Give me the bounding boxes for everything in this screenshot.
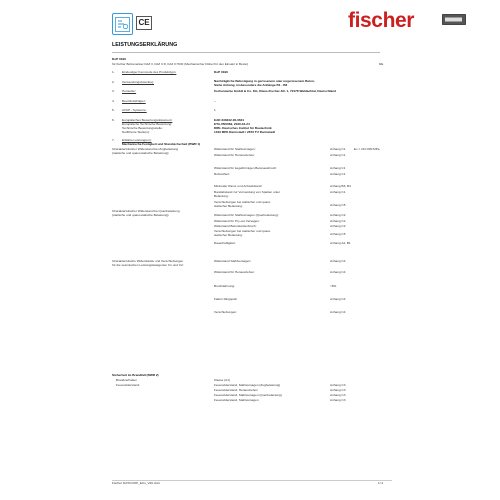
fire-label-1: Brandverhalten	[116, 378, 137, 382]
r1-item-5: Minimaler Rand- und Achsabstand:	[214, 184, 263, 188]
tension-resistance-label-1: Charakteristischer Widerstand bei Zugbelastung	[112, 147, 179, 151]
group-heading-bwr2: Sicherheit im Brandfall (BWR 2)	[112, 373, 159, 377]
fire-label-2: Feuerwiderstand:	[116, 383, 140, 387]
page-title: LEISTUNGSERKLÄRUNG	[112, 42, 178, 48]
field-5-num: 5.	[112, 108, 115, 112]
r1-item-7-annex: Anhang C5	[330, 203, 346, 207]
brand-badge-icon	[442, 14, 466, 25]
r1-item-3: Widerstand für kegelförmigen Betonausbruch:	[214, 166, 277, 170]
language-code: DE	[379, 62, 384, 66]
certification-logo	[112, 13, 133, 35]
field-6-value: EAD 330232-00-0601	[214, 118, 245, 122]
r1-item-1-extra: Eᴀ = 210 000 MPa	[354, 147, 380, 151]
r1-item-1: Widerstand für Stahlversagen:	[214, 147, 256, 151]
r1-item-7a: Verschiebungen bei statischer und quasi-	[214, 200, 271, 204]
shear-resistance-label-2: (statische und quasi-statische Belastung):	[112, 213, 170, 217]
certification-icon	[115, 17, 130, 32]
r1-item-4-annex: Anhang C1	[330, 172, 346, 176]
footer-filename: Fischer DATA DOP_ECs_V20.xlsm	[112, 481, 161, 485]
r1-item-4: Robustheit:	[214, 172, 230, 176]
r2-item-5-annex: Anhang A4, B1	[330, 241, 351, 245]
r1-item-7b: statischer Belastung:	[214, 204, 243, 208]
field-6-sub-2-label: Technische Bewertungsstelle:	[122, 126, 163, 130]
fire-item-5-annex: Anhang C3	[330, 398, 346, 402]
r3-item-2-annex: Anhang C4	[330, 270, 346, 274]
field-1-num: 1.	[112, 70, 115, 74]
r1-item-3-annex: Anhang C1	[330, 166, 346, 170]
field-3-label: Hersteller:	[122, 89, 137, 93]
r2-item-3-annex: Anhang C2	[330, 224, 346, 228]
r3-item-5: Verschiebungen:	[214, 310, 238, 314]
field-6-sub-1-label: Europäische Technische Bewertung:	[122, 122, 172, 126]
field-4-num: 4.	[112, 99, 115, 103]
field-5-label: AVCP - System/e:	[122, 108, 147, 112]
r2-item-3: Widerstand Betonkantenbruch:	[214, 224, 257, 228]
r3-item-1-annex: Anhang C4	[330, 259, 346, 263]
field-1-value: DoP 0196	[214, 70, 228, 74]
dop-subtitle: für fischer Bolzenanker FAZ II, FAZ II R, FAZ II HCR (Mechanischer Dübel für den Einsatz in Beton)	[112, 62, 249, 66]
field-3-num: 3.	[112, 89, 115, 93]
r3-item-4-annex: Anhang C4	[330, 297, 346, 301]
field-3-value: fischerwerke GmbH & Co. KG, Klaus-Fischer-Str. 1, 72178 Waldachtal, Deutschland	[214, 89, 336, 93]
fire-item-1: Klasse (A1)	[214, 378, 230, 382]
r3-item-3: Bruchdehnung:	[214, 284, 235, 288]
r1-item-5-annex: Anhang B3, B4	[330, 184, 351, 188]
group-heading-bwr1: Mechanische Festigkeit und Standsicherheit (BWR 1)	[122, 142, 201, 146]
fire-item-4-annex: Anhang C3	[330, 393, 346, 397]
field-6-sub-1-value: ETA-05/0069, 2020-04-24	[214, 122, 250, 126]
r2-item-1-annex: Anhang C2	[330, 213, 346, 217]
r2-item-2-annex: Anhang C2	[330, 219, 346, 223]
fire-item-3-annex: Anhang C3	[330, 388, 346, 392]
r3-item-1: Widerstand Stahlversagen:	[214, 259, 252, 263]
field-6-num: 6.	[112, 118, 115, 122]
field-4-value: --	[214, 99, 217, 103]
field-2-num: 2.	[112, 80, 115, 84]
r2-item-4b: statischer Belastung:	[214, 233, 243, 237]
fire-item-3: Feuerwiderstand, Herausziehen	[214, 388, 258, 392]
fire-item-5: Feuerwiderstand, Stahlversagen	[214, 398, 259, 402]
field-2-value-2: Siehe Anhang, insbesondere die Anhänge B1 - B8	[214, 83, 288, 87]
r2-item-4a: Verschiebungen bei statischer und quasi-	[214, 229, 271, 233]
r1-item-6-annex: Anhang C1	[330, 190, 346, 194]
field-7-label: Erklärte Leistung(en):	[122, 138, 152, 142]
fire-item-2: Feuerwiderstand, Stahlversagen (Zugbelastung)	[214, 383, 281, 387]
r3-item-4: Faktor Ringspalt:	[214, 297, 238, 301]
tension-resistance-label-2: (statische und quasi-statische Belastung):	[112, 151, 170, 155]
field-6-sub-3-value: 1343 MPA Darmstadt / 2873 TU Darmstadt	[214, 130, 276, 134]
ce-mark: CE	[136, 16, 152, 30]
r1-item-2: Widerstand für Herausziehen:	[214, 153, 255, 157]
r1-item-1-annex: Anhang C1	[330, 147, 346, 151]
r3-item-3-annex: >8%	[330, 284, 337, 288]
fire-item-2-annex: Anhang C3	[330, 383, 346, 387]
r3-item-2: Widerstand für Herausziehen:	[214, 270, 255, 274]
r2-item-1: Widerstand für Stahlversagen (Querbelastung):	[214, 213, 279, 217]
field-2-label: Verwendungszweck(e):	[122, 80, 154, 84]
seismic-label-2: für die seismischen Leistungskategorien C1 und C2:	[112, 263, 184, 267]
r2-item-4-annex: Anhang C5	[330, 232, 346, 236]
field-6-sub-3-label: Notifizierte Stelle(n):	[122, 130, 150, 134]
field-6-label: Europäisches Bewertungsdokument:	[122, 118, 173, 122]
field-1-label: Eindeutiger Kenncode des Produkttyps:	[122, 70, 177, 74]
r1-item-6a: Randabstand zur Vermeidung von Spalten unter	[214, 190, 281, 194]
field-4-label: Bevollmächtigter:	[122, 99, 146, 103]
r2-item-5: Dauerhaftigkeit:	[214, 241, 236, 245]
field-2-value: Nachträgliche Befestigung in gerissenem oder ungerissenem Beton,	[214, 79, 315, 83]
r1-item-6b: Belastung:	[214, 194, 229, 198]
shear-resistance-label-1: Charakteristischer Widerstand bei Querbelastung	[112, 209, 180, 213]
r3-item-5-annex: Anhang C4	[330, 310, 346, 314]
field-7-num: 7.	[112, 138, 115, 142]
dop-label: DoP 0196	[112, 57, 126, 61]
field-5-value: 1	[214, 108, 216, 112]
field-6-sub-2-value: DIBt- Deutsches Institut für Bautechnik	[214, 126, 272, 130]
seismic-label-1: Charakteristische Widerstände und Verschiebungen	[112, 259, 184, 263]
page-number: 1/ 2	[378, 481, 384, 485]
r2-item-2: Widerstand für Pry-out Versagen:	[214, 219, 260, 223]
brand-logo: fischer	[348, 9, 415, 32]
r1-item-2-annex: Anhang C1	[330, 153, 346, 157]
title-divider	[112, 52, 380, 53]
fire-item-4: Feuerwiderstand, Stahlversagen (Querbelastung)	[214, 393, 282, 397]
